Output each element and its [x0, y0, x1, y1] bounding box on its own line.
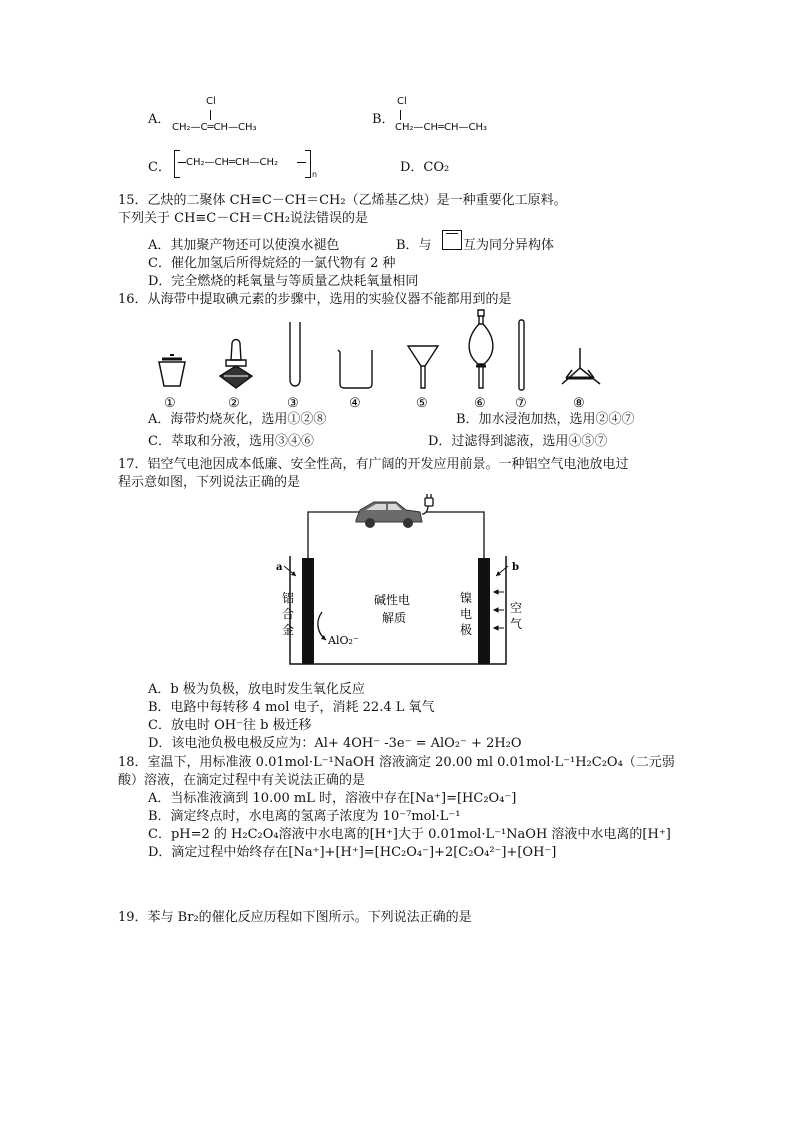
clay-triangle-icon — [562, 348, 600, 384]
q15-option-b-prefix: B．与 — [396, 238, 432, 253]
q15-option-a: A．其加聚产物还可以使溴水褪色 — [148, 238, 340, 253]
apparatus-number-6: ⑥ — [474, 396, 486, 410]
q15-stem-line1: 15．乙炔的二聚体 CH≡C－CH＝CH₂（乙烯基乙炔）是一种重要化工原料。 — [118, 193, 567, 208]
cyclobutene-structure — [442, 230, 462, 250]
q14-option-c-bracket-right — [305, 150, 311, 178]
right-electrode-char-2: 电 — [460, 607, 473, 621]
q14-option-a-formula: CH₂—C═CH—CH₃ — [172, 122, 257, 133]
apparatus-number-3: ③ — [287, 396, 299, 410]
q18-option-d: D．滴定过程中始终存在[Na⁺]+[H⁺]=[HC₂O₄⁻]+2[C₂O₄²⁻]+[OH⁻] — [148, 845, 557, 860]
q14-option-d: D．CO₂ — [400, 160, 450, 175]
ion-arrow — [318, 612, 326, 640]
q14-option-b-cl: Cl — [397, 96, 407, 107]
plug-icon — [422, 494, 433, 514]
q19-stem: 19．苯与 Br₂的催化反应历程如下图所示。下列说法正确的是 — [118, 910, 472, 925]
q17-option-d: D．该电池负极电极反应为：Al+ 4OH⁻ -3e⁻ = AlO₂⁻ + 2H₂O — [148, 736, 522, 751]
aluminate-ion-label: AlO₂⁻ — [328, 634, 359, 647]
apparatus-number-8: ⑧ — [573, 396, 585, 410]
apparatus-number-5: ⑤ — [416, 396, 428, 410]
battery-diagram — [270, 492, 530, 670]
q17-option-b: B．电路中每转移 4 mol 电子，消耗 22.4 L 氧气 — [148, 700, 435, 715]
glass-rod-icon — [519, 320, 524, 390]
electrolyte-line-1: 碱性电 — [374, 593, 411, 607]
left-electrode-char-1: 铝 — [282, 591, 295, 605]
q16-stem: 16．从海带中提取碘元素的步骤中，选用的实验仪器不能都用到的是 — [118, 292, 512, 307]
left-electrode-char-2: 合 — [282, 607, 295, 621]
q14-option-c-n: n — [312, 170, 318, 179]
right-electrode-char-3: 极 — [460, 623, 473, 637]
test-tube-icon — [290, 322, 300, 386]
q16-option-c: C．萃取和分液，选用③④⑥ — [148, 434, 314, 449]
apparatus-number-1: ① — [164, 396, 176, 410]
aluminum-alloy-electrode — [302, 558, 314, 664]
separatory-funnel-icon — [469, 310, 493, 388]
left-electrode-char-3: 金 — [282, 623, 295, 637]
cell-container — [290, 556, 506, 664]
q14-option-b-formula: CH₂—CH═CH—CH₃ — [395, 122, 488, 133]
q14-option-a-bond — [210, 110, 211, 120]
q17-stem-line1: 17．铝空气电池因成本低廉、安全性高，有广阔的开发应用前景。一种铝空气电池放电过 — [118, 457, 629, 472]
q14-option-b-bond — [400, 110, 401, 120]
lab-apparatus-figure — [140, 308, 620, 410]
q14-option-c-formula: CH₂—CH═CH—CH₂ — [186, 157, 279, 168]
q18-option-c: C．pH=2 的 H₂C₂O₄溶液中水电离的[H⁺]大于 0.01mol·L⁻¹NaOH 溶液中水电离的[H⁺] — [148, 827, 671, 842]
q14-option-a-cl: Cl — [206, 96, 216, 107]
q18-option-a: A．当标准液滴到 10.00 mL 时，溶液中存在[Na⁺]=[HC₂O₄⁻] — [148, 791, 517, 806]
electrolyte-line-2: 解质 — [382, 611, 407, 625]
q16-option-d: D．过滤得到滤液，选用④⑤⑦ — [428, 434, 608, 449]
q14-option-b-label: B． — [372, 112, 395, 127]
q14-option-c-bracket-left — [174, 150, 180, 178]
q14-option-a-label: A． — [148, 112, 171, 127]
q15-option-c: C．催化加氢后所得烷烃的一氯代物有 2 种 — [148, 256, 396, 271]
q18-option-b: B．滴定终点时，水电离的氢离子浓度为 10⁻⁷mol·L⁻¹ — [148, 809, 461, 824]
apparatus-number-2: ② — [228, 396, 240, 410]
funnel-icon — [408, 346, 438, 388]
q16-option-b: B．加水浸泡加热，选用②④⑦ — [456, 412, 635, 427]
apparatus-number-7: ⑦ — [515, 396, 527, 410]
q17-option-c: C．放电时 OH⁻往 b 极迁移 — [148, 718, 312, 733]
air-char-2: 气 — [510, 617, 523, 631]
air-arrows — [494, 590, 504, 630]
q18-stem-line1: 18．室温下，用标准液 0.01mol·L⁻¹NaOH 溶液滴定 20.00 ml 0.01mol·L⁻¹H₂C₂O₄（二元弱 — [118, 755, 675, 770]
q14-option-c-line — [178, 162, 186, 163]
q15-option-b-suffix: 互为同分异构体 — [463, 238, 555, 253]
nickel-electrode — [478, 558, 490, 664]
label-b: b — [512, 562, 519, 573]
alcohol-lamp-icon — [220, 340, 252, 389]
beaker-icon — [338, 350, 372, 388]
crucible-icon — [159, 355, 185, 386]
q15-option-d: D．完全燃烧的耗氧量与等质量乙炔耗氧量相同 — [148, 274, 419, 289]
q14-option-c-label: C． — [148, 160, 171, 175]
circuit-wire-right — [426, 512, 484, 558]
q16-option-a: A．海带灼烧灰化，选用①②⑧ — [148, 412, 327, 427]
q17-option-a: A．b 极为负极，放电时发生氧化反应 — [148, 682, 365, 697]
right-electrode-char-1: 镍 — [460, 591, 473, 605]
q15-stem-line2: 下列关于 CH≡C－CH＝CH₂说法错误的是 — [118, 211, 369, 226]
air-char-1: 空 — [510, 601, 523, 615]
apparatus-number-4: ④ — [349, 396, 361, 410]
q18-stem-line2: 酸）溶液，在滴定过程中有关说法正确的是 — [118, 773, 366, 788]
circuit-wire — [308, 512, 360, 558]
q17-stem-line2: 程示意如图，下列说法正确的是 — [118, 475, 301, 490]
label-a: a — [276, 562, 283, 573]
car-icon — [356, 502, 422, 528]
